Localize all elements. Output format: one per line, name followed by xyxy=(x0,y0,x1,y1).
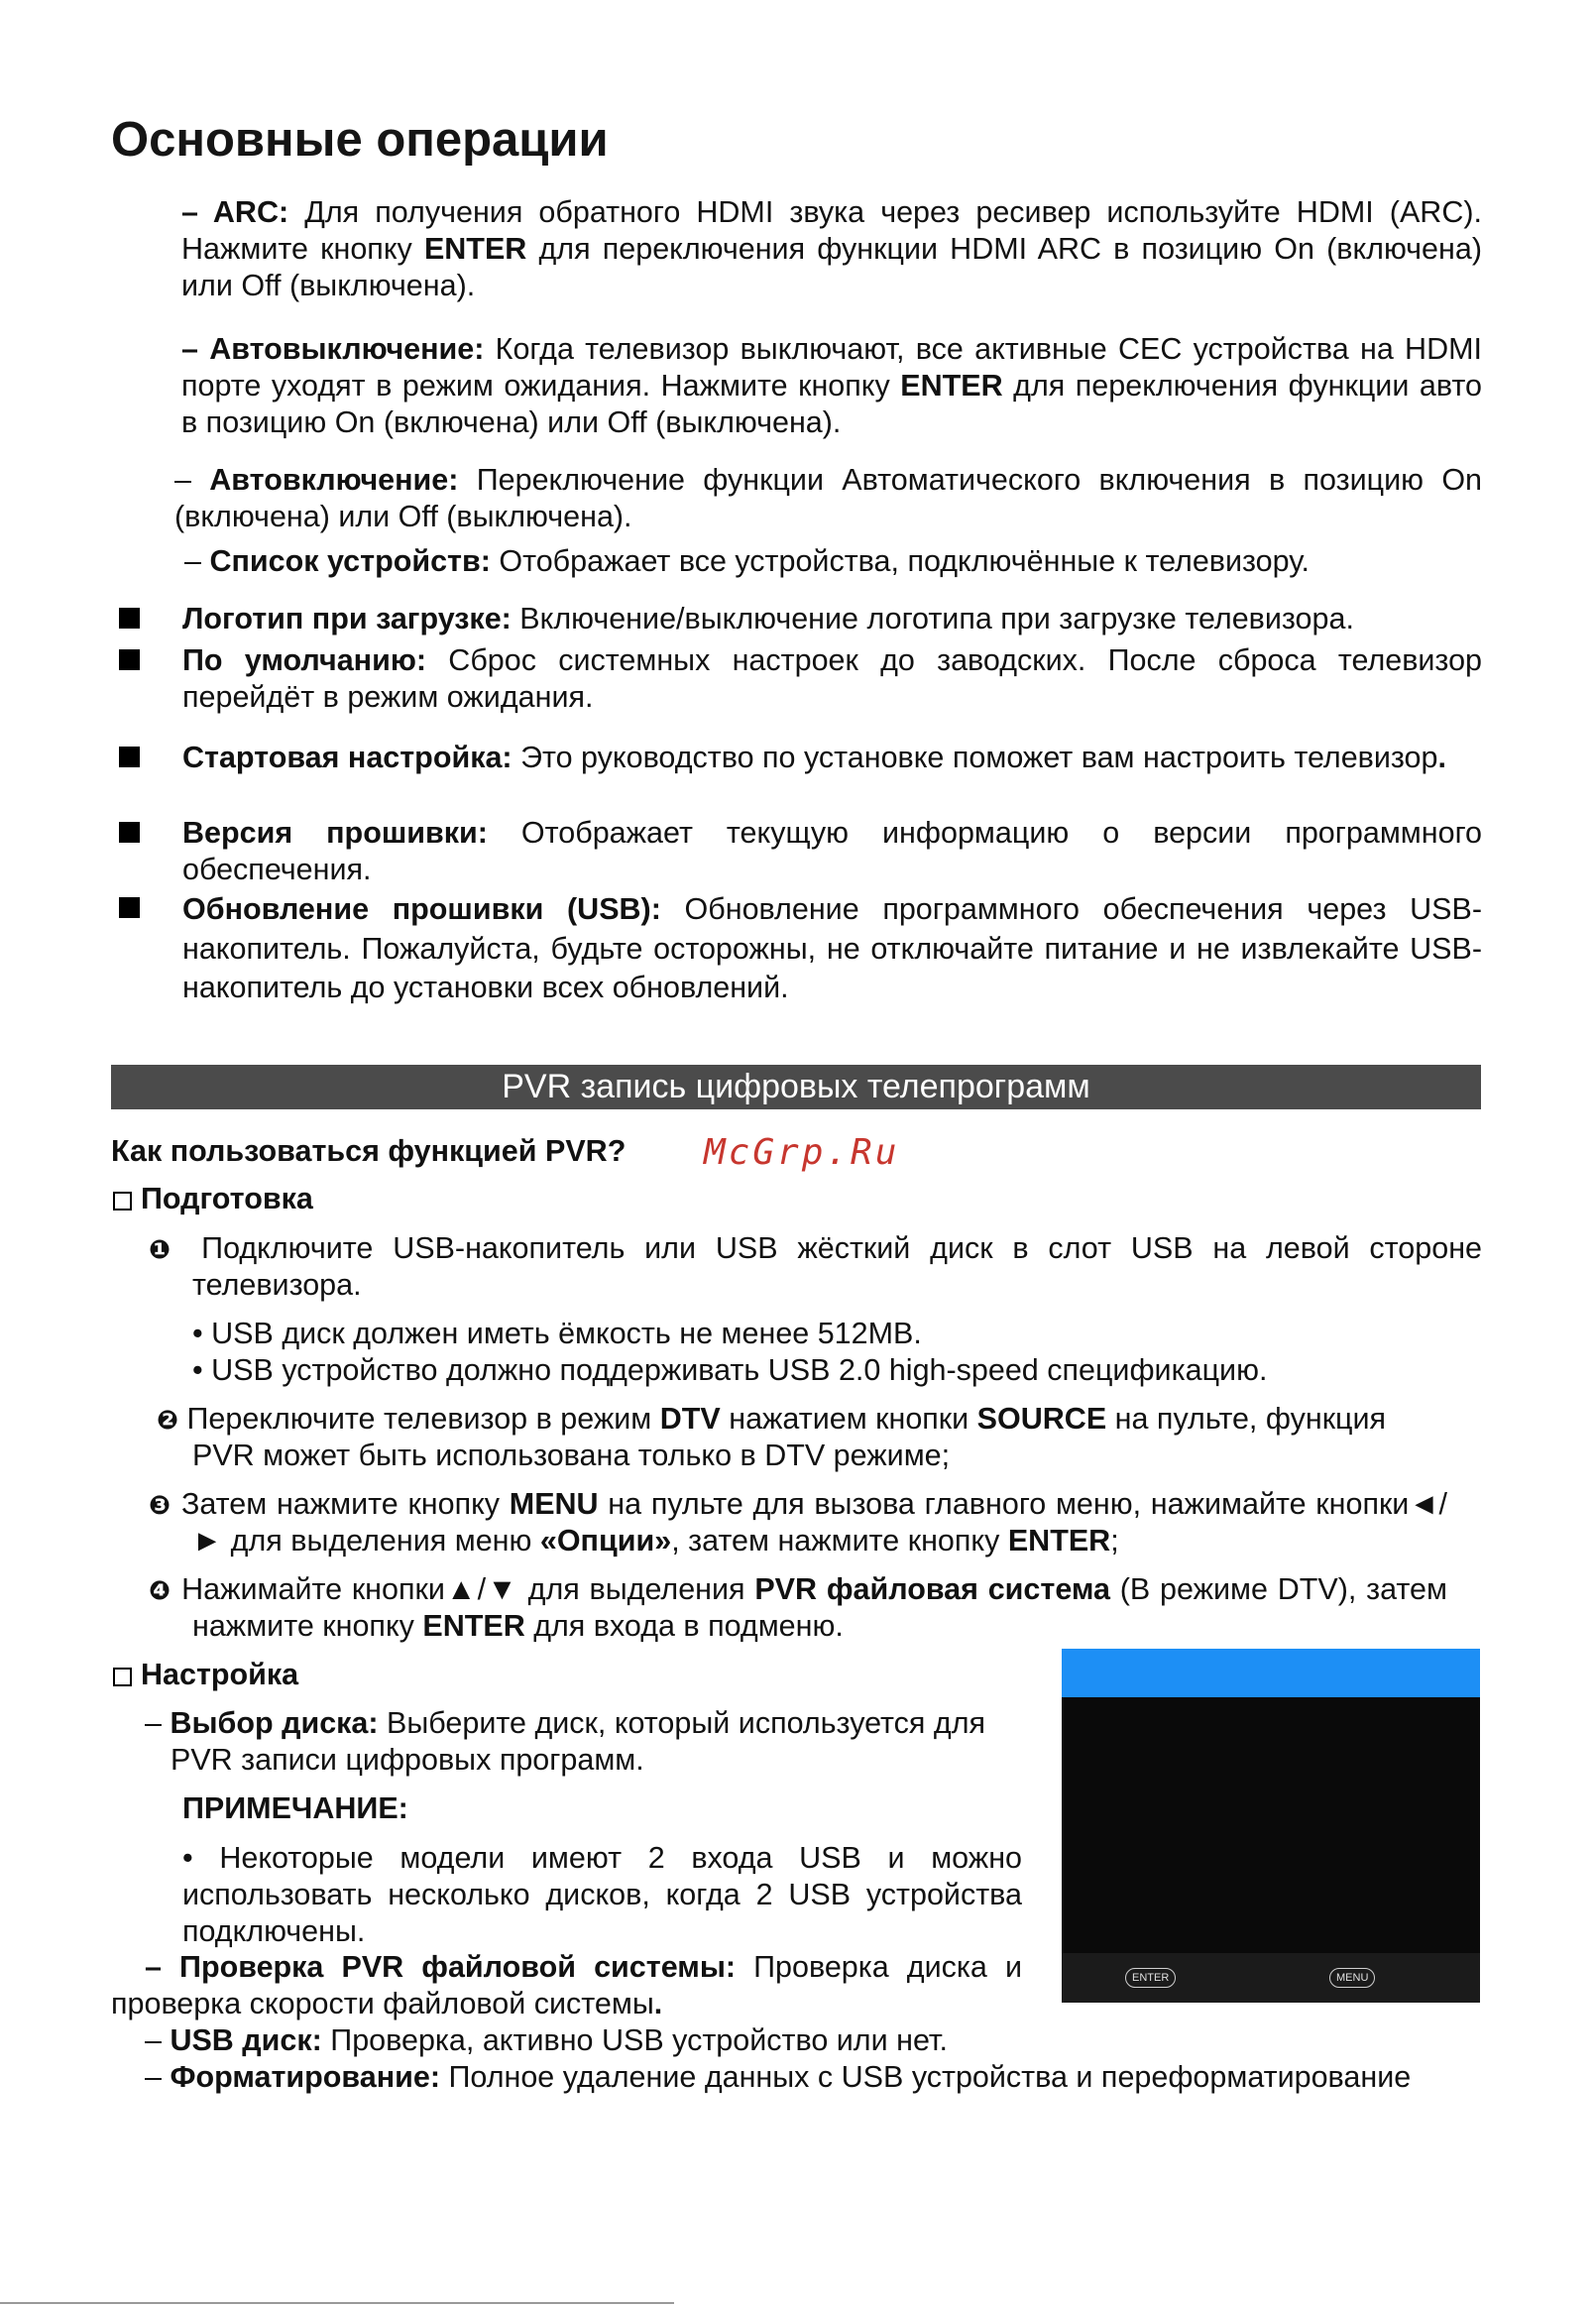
auto-off-item xyxy=(181,331,1482,442)
disk-select-dash: – xyxy=(145,1706,171,1740)
boot-logo-text: Включение/выключение логотипа при загрузке телевизора. xyxy=(511,602,1354,635)
format-label: Форматирование: xyxy=(170,2060,441,2094)
setup-disk-select xyxy=(145,1705,1022,1779)
step-3-text: Затем нажмите кнопку xyxy=(171,1487,510,1521)
step-4-enter-key: ENTER xyxy=(422,1609,525,1644)
format-dash: – xyxy=(145,2060,171,2094)
firmware-update-label: Обновление прошивки (USB): xyxy=(182,892,661,926)
footer-rule xyxy=(0,2302,674,2304)
step-2-source-key: SOURCE xyxy=(976,1402,1107,1436)
checkbox-icon xyxy=(113,1192,132,1211)
prep-step-2 xyxy=(149,1401,1447,1474)
square-bullet-icon xyxy=(119,897,140,918)
device-list-item xyxy=(184,543,1483,580)
device-list-label: Список устройств: xyxy=(209,544,491,578)
note-text: • Некоторые модели имеют 2 входа USB и можно использовать несколько дисков, когда 2 USB устройства подключены. xyxy=(182,1841,1022,1949)
menu-button-icon: MENU xyxy=(1329,1968,1375,1988)
fs-check-label: – Проверка PVR файловой системы: xyxy=(145,1950,737,1984)
auto-on-item xyxy=(174,462,1482,535)
square-bullet-icon xyxy=(119,822,140,843)
setup-heading xyxy=(113,1657,298,1693)
step-1-number-icon: ❶ xyxy=(149,1234,182,1264)
first-setup-text: Это руководство по установке поможет вам настроить телевизор xyxy=(512,741,1438,774)
auto-on-text: Переключение функции Автоматического включения в позицию On (включена) или Off (выключена). xyxy=(174,463,1483,534)
prep-heading-text: Подготовка xyxy=(141,1182,313,1215)
device-list-dash: – xyxy=(184,544,210,578)
first-setup-label: Стартовая настройка: xyxy=(182,741,513,774)
format-text: Полное удаление данных с USB устройства и переформатирование xyxy=(440,2060,1412,2094)
disk-select-label: Выбор диска: xyxy=(170,1706,379,1740)
arc-text: Для получения обратного HDMI звука через ресивер используйте HDMI (ARC). Нажмите кнопку xyxy=(181,195,1482,267)
usb-disk-text: Проверка, активно USB устройство или нет. xyxy=(321,2023,948,2057)
fs-check-suffix: . xyxy=(653,1987,663,2021)
prep-step-4 xyxy=(149,1571,1447,1645)
step-4-number-icon: ❹ xyxy=(149,1575,172,1605)
device-list-text: Отображает все устройства, подключённые к телевизору. xyxy=(490,544,1310,578)
square-bullet-icon xyxy=(119,649,140,670)
checkbox-icon xyxy=(113,1668,132,1686)
watermark: McGrp.Ru xyxy=(704,1132,900,1173)
step-3-text-end: ; xyxy=(1110,1524,1119,1558)
menu-item-firmware-version xyxy=(182,815,1482,888)
setup-fs-check xyxy=(111,1949,1022,2022)
first-setup-suffix: . xyxy=(1437,741,1446,774)
step-2-dtv: DTV xyxy=(659,1402,721,1436)
usb-disk-label: USB диск: xyxy=(170,2023,322,2057)
step-4-pvr-fs: PVR файловая система xyxy=(754,1572,1110,1606)
firmware-update-text: Обновление программного обеспечения через USB-накопитель. Пожалуйста, будьте осторожны, не отключайте питание и не извлекайте USB-накопитель до установки всех обновлений. xyxy=(182,892,1482,1005)
disk-select-text: Выберите диск, который используется для PVR записи цифровых программ. xyxy=(171,1706,986,1778)
arc-label: – ARC: xyxy=(181,195,289,229)
step-3-options-menu: «Опции» xyxy=(539,1524,672,1558)
tv-menu-screenshot xyxy=(1062,1649,1480,2003)
step-3-menu-key: MENU xyxy=(509,1487,599,1521)
auto-off-text-end: для переключения функции авто в позицию On (включена) или Off (выключена). xyxy=(181,369,1482,440)
page-title: Основные операции xyxy=(111,113,609,167)
step-2-text: Переключите телевизор в режим xyxy=(178,1402,660,1436)
step-3-number-icon: ❸ xyxy=(149,1490,172,1520)
pvr-question: Как пользоваться функцией PVR? xyxy=(111,1134,627,1168)
boot-logo-label: Логотип при загрузке: xyxy=(182,602,512,635)
enter-button-icon: ENTER xyxy=(1125,1968,1176,1988)
arc-enter-key: ENTER xyxy=(423,232,527,267)
step-2-text-mid: нажатием кнопки xyxy=(720,1402,977,1436)
arc-text-end: для переключения функции HDMI ARC в позицию On (включена) или Off (выключена). xyxy=(181,232,1482,303)
auto-off-text: Когда телевизор выключают, все активные CEC устройства на HDMI порте уходят в режим ожидания. Нажмите кнопку xyxy=(181,332,1482,404)
auto-on-dash: – xyxy=(174,463,210,497)
tv-menu-header xyxy=(1062,1649,1480,1697)
pvr-section-header: PVR запись цифровых телепрограмм xyxy=(111,1065,1481,1109)
step-3-text-mid: на пульте для вызова главного меню, нажимайте кнопки◄/► для выделения меню xyxy=(192,1487,1448,1558)
note-heading: ПРИМЕЧАНИЕ: xyxy=(182,1791,408,1825)
square-bullet-icon xyxy=(119,747,140,767)
step-3-text-mid2: , затем нажмите кнопку xyxy=(671,1524,1008,1558)
menu-item-first-setup xyxy=(182,740,1482,776)
auto-off-label: – Автовыключение: xyxy=(181,332,485,366)
default-text: Сброс системных настроек до заводских. После сброса телевизор перейдёт в режим ожидания. xyxy=(182,643,1483,715)
auto-on-label: Автовключение: xyxy=(209,463,459,497)
firmware-version-text: Отображает текущую информацию о версии программного обеспечения. xyxy=(182,816,1482,887)
tv-menu-footer xyxy=(1062,1953,1480,2003)
prep-bullet-1: • USB диск должен иметь ёмкость не менее 512MB. xyxy=(192,1317,922,1350)
step-2-text-end: на пульте, функция PVR может быть использована только в DTV режиме; xyxy=(192,1402,1387,1473)
menu-item-firmware-update xyxy=(182,890,1482,1008)
step-2-number-icon: ❷ xyxy=(157,1405,179,1435)
step-4-text: Нажимайте кнопки▲/▼ для выделения xyxy=(171,1572,755,1606)
auto-off-enter-key: ENTER xyxy=(900,369,1003,404)
arc-item xyxy=(181,194,1482,305)
step-1-text: Подключите USB-накопитель или USB жёсткий диск в слот USB на левой стороне телевизора. xyxy=(181,1231,1483,1303)
default-label: По умолчанию: xyxy=(182,643,427,677)
menu-item-default xyxy=(182,642,1482,716)
prep-step-3 xyxy=(149,1486,1447,1559)
fs-check-text: Проверка диска и проверка скорости файловой системы xyxy=(111,1950,1022,2021)
menu-item-boot-logo xyxy=(182,601,1482,637)
setup-format xyxy=(145,2059,1482,2096)
prep-bullet-2: • USB устройство должно поддерживать USB 2.0 high-speed спецификацию. xyxy=(192,1353,1268,1387)
square-bullet-icon xyxy=(119,608,140,629)
prep-heading xyxy=(113,1181,313,1217)
setup-heading-text: Настройка xyxy=(141,1658,299,1691)
step-4-text-mid: (В режиме DTV), затем нажмите кнопку xyxy=(192,1572,1447,1644)
step-3-enter-key: ENTER xyxy=(1007,1524,1111,1558)
usb-disk-dash: – xyxy=(145,2023,171,2057)
prep-step-1 xyxy=(149,1230,1482,1304)
setup-usb-disk xyxy=(145,2022,948,2059)
step-4-text-end: для входа в подменю. xyxy=(524,1609,844,1644)
firmware-version-label: Версия прошивки: xyxy=(182,816,488,850)
